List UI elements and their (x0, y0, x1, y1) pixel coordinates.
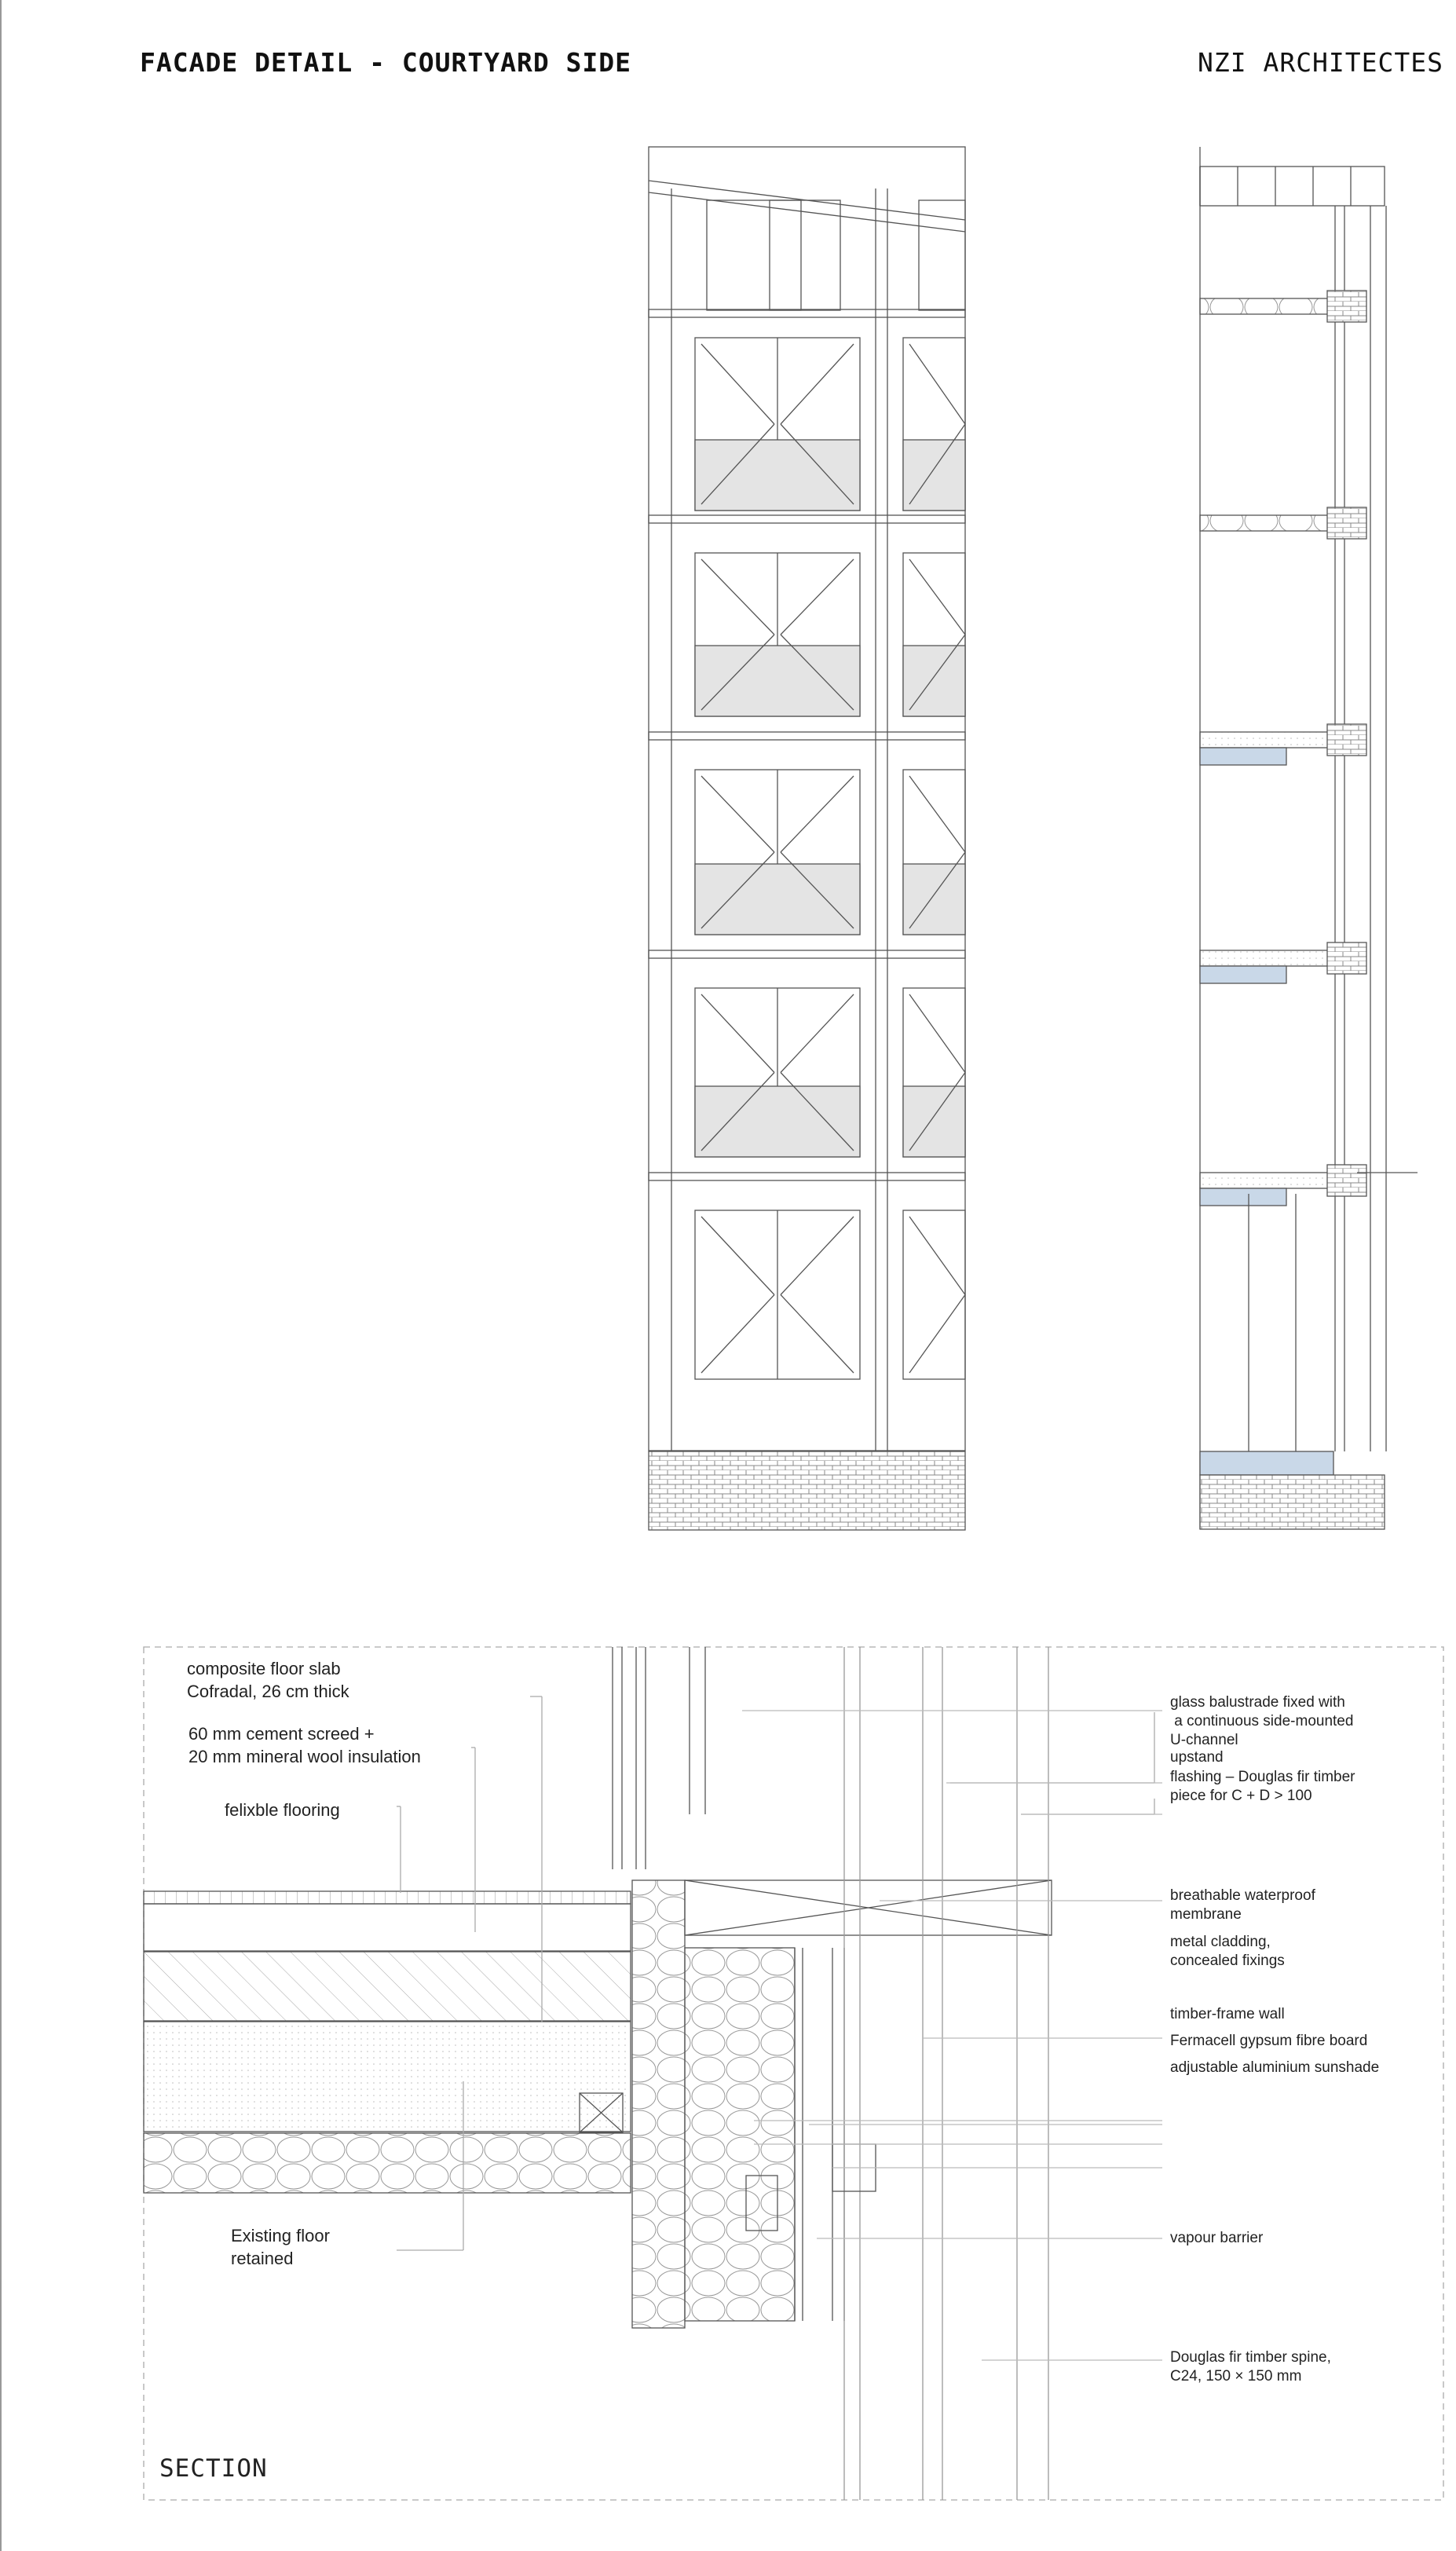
opening-swing (909, 994, 965, 1073)
label-aluminium-sunshade: adjustable aluminium sunshade (1170, 2059, 1380, 2076)
slab-section (1200, 950, 1341, 966)
spandrel-panel (695, 440, 860, 511)
blue-slab (1200, 1188, 1286, 1206)
firm-name: NZI ARCHITECTES (1197, 47, 1443, 78)
opening-swing (781, 1217, 854, 1295)
label-flashing: flashing – Douglas fir timber piece for C + D > 100 (1170, 1769, 1355, 1804)
slab-section (1200, 298, 1341, 314)
section-title: SECTION (159, 2454, 268, 2483)
opening-swing (701, 559, 774, 635)
opening-swing (701, 1295, 774, 1374)
blue-slab (1200, 748, 1286, 765)
label-fermacell-board: Fermacell gypsum fibre board (1170, 2033, 1368, 2049)
page-title: FACADE DETAIL - COURTYARD SIDE (140, 47, 632, 78)
opening-swing (781, 994, 854, 1073)
slab-section (1200, 1173, 1341, 1188)
wall-junction (1327, 724, 1366, 756)
wall-junction (1327, 507, 1366, 539)
opening-swing (909, 344, 965, 424)
slab-section (1200, 732, 1341, 748)
wall-junction (1327, 291, 1366, 322)
opening-swing (781, 776, 854, 852)
opening-swing (701, 1217, 774, 1295)
label-waterproof-membrane: breathable waterproof membrane (1170, 1887, 1315, 1923)
label-cement-screed: 60 mm cement screed + 20 mm mineral wool insulation (188, 1724, 421, 1766)
brick-base (649, 1451, 965, 1530)
label-composite-slab: composite floor slab Cofradal, 26 cm thick (187, 1659, 349, 1701)
wall-junction (1327, 1165, 1366, 1196)
wall-insulation (685, 1948, 795, 2321)
spandrel-panel (695, 1086, 860, 1157)
label-timber-frame-wall: timber-frame wall (1170, 2006, 1285, 2022)
existing-floor (144, 2022, 631, 2132)
label-timber-spine: Douglas fir timber spine, C24, 150 × 150 mm (1170, 2349, 1331, 2384)
opening-swing (701, 344, 774, 424)
composite-slab (144, 1952, 631, 2021)
floor-band (649, 950, 965, 958)
label-existing-floor: Existing floor retained (231, 2226, 330, 2268)
opening-swing (909, 559, 965, 635)
roof-parapet (1200, 167, 1385, 206)
floor-band (649, 515, 965, 523)
spandrel-panel (695, 646, 860, 716)
floor-band (649, 1173, 965, 1180)
slab-section (1200, 515, 1341, 531)
facade-elevation (649, 147, 965, 1530)
opening-swing (781, 344, 854, 424)
opening-swing (909, 1217, 965, 1295)
label-metal-cladding: metal cladding, concealed fixings (1170, 1934, 1285, 1969)
opening-swing (701, 776, 774, 852)
label-vapour-barrier: vapour barrier (1170, 2230, 1264, 2246)
label-upstand: upstand (1170, 1749, 1224, 1766)
opening-swing (909, 776, 965, 852)
vertical-section (1200, 147, 1418, 1529)
wall-junction (1327, 942, 1366, 974)
opening-swing (781, 1295, 854, 1374)
flexible-flooring (144, 1891, 631, 1904)
cement-screed (144, 1904, 631, 1951)
roof-slope-inner (649, 192, 965, 232)
floor-band (649, 732, 965, 740)
transom-window (770, 200, 840, 310)
elevation-outline (649, 147, 965, 1451)
transom-window (707, 200, 801, 310)
label-glass-balustrade: glass balustrade fixed with a continuous side-mounted U-channel (1170, 1694, 1354, 1748)
ground-slab (1200, 1451, 1333, 1475)
blue-slab (1200, 966, 1286, 983)
floor-insulation (144, 2133, 631, 2193)
ground-brick (1200, 1475, 1385, 1529)
inner-wall (632, 1880, 685, 2328)
opening-swing (909, 1295, 965, 1374)
label-flexible-flooring: felixble flooring (225, 1800, 340, 1820)
window-frame (903, 1210, 965, 1379)
spandrel-panel (695, 864, 860, 935)
opening-swing (781, 559, 854, 635)
opening-swing (701, 994, 774, 1073)
